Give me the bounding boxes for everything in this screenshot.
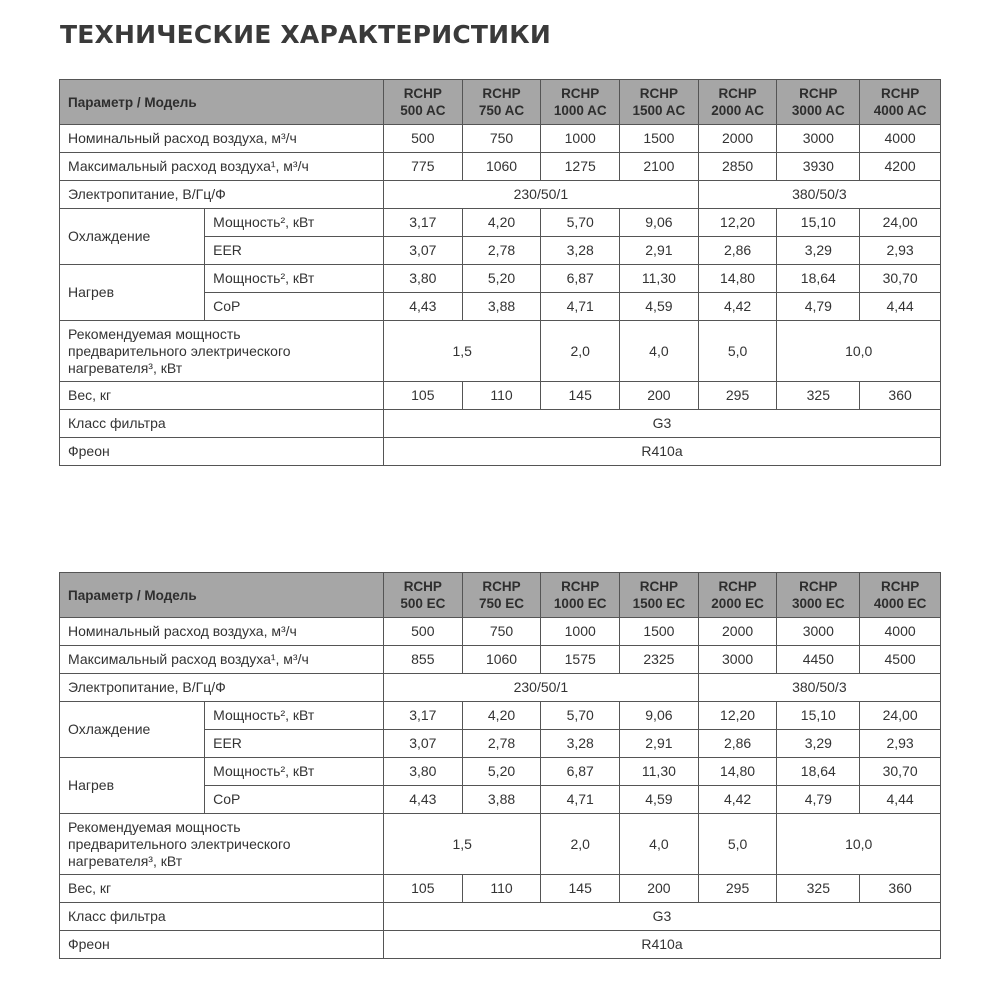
freon-row <box>60 438 941 466</box>
value-cell: 200 <box>620 875 699 903</box>
value-cell: 24,00 <box>860 702 941 730</box>
row-label: Вес, кг <box>60 875 384 903</box>
value-cell: 15,10 <box>777 702 860 730</box>
row-label <box>60 321 384 382</box>
value-cell: 4200 <box>860 153 941 181</box>
model-size: 500 EC <box>400 596 446 611</box>
value-cell: 500 <box>383 618 462 646</box>
preheater-row <box>60 814 941 875</box>
value-cell: 11,30 <box>620 758 699 786</box>
value-cell: 5,70 <box>541 209 620 237</box>
value-cell: 4,20 <box>462 702 541 730</box>
model-size: 3000 EC <box>792 596 845 611</box>
row-sublabel: CoP <box>205 786 384 814</box>
row-label: Класс фильтра <box>60 410 384 438</box>
row-sublabel: Мощность², кВт <box>205 209 384 237</box>
value-cell: 2,91 <box>620 730 699 758</box>
model-header <box>541 80 620 125</box>
value-cell: 295 <box>698 382 777 410</box>
value-cell: 1060 <box>462 153 541 181</box>
model-series: RCHP <box>403 86 442 101</box>
filter-row <box>60 410 941 438</box>
model-size: 2000 EC <box>711 596 764 611</box>
value-cell: 4,42 <box>698 786 777 814</box>
model-header <box>777 573 860 618</box>
value-cell: 4,79 <box>777 786 860 814</box>
value-cell: 4,43 <box>383 786 462 814</box>
power-supply-230: 230/50/1 <box>383 181 698 209</box>
value-cell: 105 <box>383 382 462 410</box>
model-series: RCHP <box>639 86 679 101</box>
freon-value: R410a <box>383 931 940 959</box>
model-size: 750 EC <box>479 596 525 611</box>
page-title: ТЕХНИЧЕСКИЕ ХАРАКТЕРИСТИКИ <box>60 20 552 49</box>
value-cell: 3,28 <box>541 730 620 758</box>
preheater-label-line: Рекомендуемая мощность <box>68 325 241 342</box>
spec-table-ac <box>59 79 941 466</box>
value-cell: 11,30 <box>620 265 699 293</box>
model-series: RCHP <box>639 579 679 594</box>
value-cell: 1275 <box>541 153 620 181</box>
model-size: 2000 AC <box>711 103 764 118</box>
value-cell: 14,80 <box>698 758 777 786</box>
value-cell: 3,80 <box>383 758 462 786</box>
value-cell: 750 <box>462 618 541 646</box>
value-cell: 2,93 <box>860 730 941 758</box>
value-cell: 2,86 <box>698 730 777 758</box>
value-cell: 3000 <box>777 125 860 153</box>
model-series: RCHP <box>482 86 521 101</box>
header-row <box>60 80 941 125</box>
value-cell: 4,71 <box>541 786 620 814</box>
value-cell: 18,64 <box>777 265 860 293</box>
value-cell: 1060 <box>462 646 541 674</box>
value-cell: 2000 <box>698 618 777 646</box>
value-cell: 325 <box>777 382 860 410</box>
value-cell: 5,20 <box>462 265 541 293</box>
value-cell: 2325 <box>620 646 699 674</box>
row-label: Электропитание, В/Гц/Ф <box>60 181 384 209</box>
model-series: RCHP <box>718 579 757 594</box>
power-supply-380: 380/50/3 <box>698 181 940 209</box>
model-size: 1500 AC <box>632 103 686 118</box>
model-size: 4000 EC <box>873 596 927 611</box>
value-cell: 2,91 <box>620 237 699 265</box>
row-label <box>60 814 384 875</box>
value-cell: 5,70 <box>541 702 620 730</box>
value-cell: 9,06 <box>620 702 699 730</box>
value-cell: 105 <box>383 875 462 903</box>
value-cell: 3,88 <box>462 786 541 814</box>
model-series: RCHP <box>482 579 521 594</box>
value-cell: 1,5 <box>383 814 540 875</box>
value-cell: 2850 <box>698 153 777 181</box>
row-label: Максимальный расход воздуха¹, м³/ч <box>60 646 384 674</box>
value-cell: 3,28 <box>541 237 620 265</box>
value-cell: 4,0 <box>620 814 699 875</box>
value-cell: 2,78 <box>462 237 541 265</box>
value-cell: 500 <box>383 125 462 153</box>
model-series: RCHP <box>561 579 600 594</box>
value-cell: 6,87 <box>541 758 620 786</box>
value-cell: 2,0 <box>541 814 620 875</box>
value-cell: 145 <box>541 875 620 903</box>
value-cell: 4,20 <box>462 209 541 237</box>
value-cell: 4500 <box>860 646 941 674</box>
row-label: Номинальный расход воздуха, м³/ч <box>60 618 384 646</box>
value-cell: 775 <box>383 153 462 181</box>
filter-value: G3 <box>383 410 940 438</box>
row-sublabel: Мощность², кВт <box>205 265 384 293</box>
value-cell: 4,42 <box>698 293 777 321</box>
model-series: RCHP <box>561 86 600 101</box>
value-cell: 2,78 <box>462 730 541 758</box>
model-header <box>777 80 860 125</box>
freon-value: R410a <box>383 438 940 466</box>
value-cell: 4,44 <box>860 293 941 321</box>
model-size: 4000 AC <box>873 103 927 118</box>
model-header <box>698 573 777 618</box>
freon-row <box>60 931 941 959</box>
preheater-label-line: нагревателя³, кВт <box>68 852 183 869</box>
value-cell: 360 <box>860 875 941 903</box>
value-cell: 3,17 <box>383 209 462 237</box>
value-cell: 5,0 <box>698 321 777 382</box>
value-cell: 4,43 <box>383 293 462 321</box>
model-series: RCHP <box>799 579 838 594</box>
value-cell: 1500 <box>620 618 699 646</box>
heating-label: Нагрев <box>60 758 205 814</box>
value-cell: 4,44 <box>860 786 941 814</box>
row-sublabel: EER <box>205 730 384 758</box>
heating-label: Нагрев <box>60 265 205 321</box>
model-size: 750 AC <box>478 103 525 118</box>
value-cell: 4,59 <box>620 786 699 814</box>
value-cell: 2000 <box>698 125 777 153</box>
value-cell: 3,07 <box>383 730 462 758</box>
model-size: 1500 EC <box>632 596 686 611</box>
param-model-header: Параметр / Модель <box>60 80 384 125</box>
value-cell: 3,88 <box>462 293 541 321</box>
value-cell: 4,71 <box>541 293 620 321</box>
value-cell: 3,29 <box>777 237 860 265</box>
value-cell: 3,17 <box>383 702 462 730</box>
power-supply-380: 380/50/3 <box>698 674 940 702</box>
model-series: RCHP <box>799 86 838 101</box>
model-header <box>620 80 699 125</box>
cooling-power-row <box>60 702 941 730</box>
value-cell: 4450 <box>777 646 860 674</box>
param-model-header: Параметр / Модель <box>60 573 384 618</box>
value-cell: 4,59 <box>620 293 699 321</box>
row-label: Электропитание, В/Гц/Ф <box>60 674 384 702</box>
value-cell: 6,87 <box>541 265 620 293</box>
model-header <box>698 80 777 125</box>
value-cell: 10,0 <box>777 814 941 875</box>
cooling-label: Охлаждение <box>60 702 205 758</box>
preheater-label-line: Рекомендуемая мощность <box>68 818 241 835</box>
power-supply-row <box>60 674 941 702</box>
value-cell: 4,0 <box>620 321 699 382</box>
power-supply-230: 230/50/1 <box>383 674 698 702</box>
value-cell: 110 <box>462 875 541 903</box>
value-cell: 200 <box>620 382 699 410</box>
max-flow-row <box>60 153 941 181</box>
row-sublabel: Мощность², кВт <box>205 702 384 730</box>
model-series: RCHP <box>403 579 442 594</box>
row-sublabel: EER <box>205 237 384 265</box>
value-cell: 10,0 <box>777 321 941 382</box>
value-cell: 4,79 <box>777 293 860 321</box>
row-sublabel: CoP <box>205 293 384 321</box>
model-series: RCHP <box>880 579 920 594</box>
value-cell: 1000 <box>541 125 620 153</box>
model-header <box>620 573 699 618</box>
model-header <box>383 80 462 125</box>
value-cell: 1000 <box>541 618 620 646</box>
value-cell: 12,20 <box>698 702 777 730</box>
value-cell: 15,10 <box>777 209 860 237</box>
value-cell: 24,00 <box>860 209 941 237</box>
model-header <box>860 80 941 125</box>
value-cell: 3,07 <box>383 237 462 265</box>
value-cell: 1575 <box>541 646 620 674</box>
value-cell: 1500 <box>620 125 699 153</box>
value-cell: 9,06 <box>620 209 699 237</box>
row-label: Фреон <box>60 438 384 466</box>
preheater-label-line: предварительного электрического <box>68 342 291 359</box>
value-cell: 855 <box>383 646 462 674</box>
model-header <box>462 573 541 618</box>
value-cell: 18,64 <box>777 758 860 786</box>
value-cell: 2,0 <box>541 321 620 382</box>
cooling-label: Охлаждение <box>60 209 205 265</box>
row-sublabel: Мощность², кВт <box>205 758 384 786</box>
value-cell: 2100 <box>620 153 699 181</box>
value-cell: 30,70 <box>860 758 941 786</box>
power-supply-row <box>60 181 941 209</box>
preheater-label-line: нагревателя³, кВт <box>68 359 183 376</box>
preheater-label-line: предварительного электрического <box>68 835 291 852</box>
model-size: 1000 AC <box>553 103 607 118</box>
filter-row <box>60 903 941 931</box>
value-cell: 4000 <box>860 125 941 153</box>
weight-row <box>60 875 941 903</box>
value-cell: 3,29 <box>777 730 860 758</box>
model-size: 500 AC <box>400 103 446 118</box>
nominal-flow-row <box>60 125 941 153</box>
spec-table-ec <box>59 572 941 959</box>
row-label: Максимальный расход воздуха¹, м³/ч <box>60 153 384 181</box>
row-label: Вес, кг <box>60 382 384 410</box>
value-cell: 295 <box>698 875 777 903</box>
value-cell: 110 <box>462 382 541 410</box>
value-cell: 325 <box>777 875 860 903</box>
cooling-power-row <box>60 209 941 237</box>
row-label: Фреон <box>60 931 384 959</box>
value-cell: 2,86 <box>698 237 777 265</box>
preheater-row <box>60 321 941 382</box>
row-label: Класс фильтра <box>60 903 384 931</box>
model-series: RCHP <box>880 86 920 101</box>
value-cell: 30,70 <box>860 265 941 293</box>
model-size: 1000 EC <box>553 596 607 611</box>
value-cell: 145 <box>541 382 620 410</box>
value-cell: 12,20 <box>698 209 777 237</box>
value-cell: 750 <box>462 125 541 153</box>
model-size: 3000 AC <box>791 103 845 118</box>
value-cell: 3930 <box>777 153 860 181</box>
value-cell: 360 <box>860 382 941 410</box>
value-cell: 14,80 <box>698 265 777 293</box>
value-cell: 5,0 <box>698 814 777 875</box>
value-cell: 1,5 <box>383 321 540 382</box>
heating-power-row <box>60 265 941 293</box>
row-label: Номинальный расход воздуха, м³/ч <box>60 125 384 153</box>
model-header <box>541 573 620 618</box>
model-header <box>860 573 941 618</box>
value-cell: 4000 <box>860 618 941 646</box>
model-header <box>383 573 462 618</box>
value-cell: 3000 <box>698 646 777 674</box>
filter-value: G3 <box>383 903 940 931</box>
value-cell: 2,93 <box>860 237 941 265</box>
nominal-flow-row <box>60 618 941 646</box>
heating-power-row <box>60 758 941 786</box>
value-cell: 3000 <box>777 618 860 646</box>
value-cell: 5,20 <box>462 758 541 786</box>
model-series: RCHP <box>718 86 757 101</box>
weight-row <box>60 382 941 410</box>
max-flow-row <box>60 646 941 674</box>
value-cell: 3,80 <box>383 265 462 293</box>
model-header <box>462 80 541 125</box>
header-row <box>60 573 941 618</box>
